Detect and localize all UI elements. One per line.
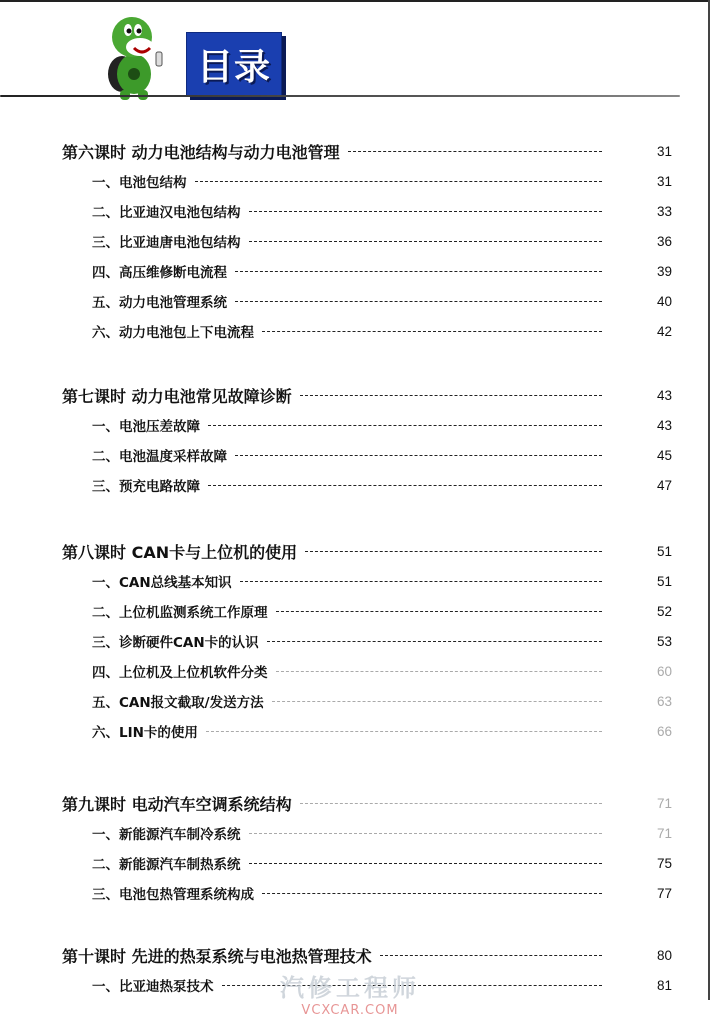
page-number: 53 [656,633,672,649]
page-number: 81 [656,977,672,993]
entry-title: 二、上位机监测系统工作原理 [92,605,268,621]
page-number: 66 [656,723,672,739]
toc-item-entry[interactable] [62,848,672,878]
toc-item-entry[interactable] [62,686,672,716]
page-number: 60 [656,663,672,679]
toc-chapter-entry[interactable] [62,136,672,166]
dot-leader [240,581,602,582]
entry-title: 三、诊断硬件CAN卡的认识 [92,635,259,651]
toc-item-entry[interactable] [62,196,672,226]
toc-item-entry[interactable] [62,226,672,256]
entry-title: 四、高压维修断电流程 [92,265,227,281]
entry-title: 二、新能源汽车制热系统 [92,857,241,873]
page-number: 51 [656,543,672,559]
entry-title: 四、上位机及上位机软件分类 [92,665,268,681]
dot-leader [206,731,602,732]
toc-item-entry[interactable] [62,470,672,500]
page-number: 36 [656,233,672,249]
page-number: 31 [656,143,672,159]
toc-item-entry[interactable] [62,626,672,656]
toc-item-entry[interactable] [62,316,672,346]
page-number: 42 [656,323,672,339]
dot-leader [262,893,602,894]
entry-title: 三、电池包热管理系统构成 [92,887,254,903]
entry-title: 一、CAN总线基本知识 [92,575,232,591]
page-number: 80 [656,947,672,963]
watermark-url: VCXCAR.COM [301,1003,399,1018]
dot-leader [276,611,603,612]
page-number: 75 [656,855,672,871]
turtle-mascot-icon [92,12,177,102]
toc-item-entry[interactable] [62,166,672,196]
toc-chapter-entry[interactable] [62,380,672,410]
entry-title: 三、比亚迪唐电池包结构 [92,235,241,251]
entry-title: 一、比亚迪热泵技术 [92,979,214,995]
page-number: 51 [656,573,672,589]
dot-leader [208,425,602,426]
dot-leader [235,271,602,272]
page-number: 77 [656,885,672,901]
toc-item-entry[interactable] [62,256,672,286]
entry-title: 一、电池包结构 [92,175,187,191]
watermark-name: 汽修工程师 [280,974,420,1002]
watermark [280,968,420,1018]
entry-title: 二、电池温度采样故障 [92,449,227,465]
entry-title: 一、电池压差故障 [92,419,200,435]
dot-leader [305,551,602,552]
toc-item-entry[interactable] [62,878,672,908]
toc-item-entry[interactable] [62,818,672,848]
entry-title: 第八课时 CAN卡与上位机的使用 [62,542,298,562]
dot-leader [380,955,602,956]
toc-item-entry[interactable] [62,410,672,440]
page-number: 33 [656,203,672,219]
entry-title: 六、动力电池包上下电流程 [92,325,254,341]
top-border [0,0,710,2]
toc-chapter-entry[interactable] [62,536,672,566]
page-number: 45 [656,447,672,463]
toc-chapter-section [62,536,672,746]
toc-chapter-section [62,380,672,500]
page-number: 43 [656,387,672,403]
toc-chapter-section [62,136,672,346]
toc-item-entry[interactable] [62,566,672,596]
toc-item-entry[interactable] [62,596,672,626]
entry-title: 三、预充电路故障 [92,479,200,495]
entry-title: 六、LIN卡的使用 [92,725,198,741]
page-number: 47 [656,477,672,493]
dot-leader [235,301,602,302]
toc-chapter-entry[interactable] [62,940,672,970]
page-number: 40 [656,293,672,309]
dot-leader [262,331,602,332]
toc-item-entry[interactable] [62,440,672,470]
dot-leader [208,485,602,486]
dot-leader [249,833,603,834]
entry-title: 五、CAN报文截取/发送方法 [92,695,264,711]
toc-item-entry[interactable] [62,716,672,746]
page-number: 43 [656,417,672,433]
page-number: 63 [656,693,672,709]
dot-leader [195,181,603,182]
dot-leader [235,455,602,456]
page-number: 39 [656,263,672,279]
entry-title: 一、新能源汽车制冷系统 [92,827,241,843]
dot-leader [249,241,603,242]
entry-title: 第十课时 先进的热泵系统与电池热管理技术 [62,946,372,966]
dot-leader [276,671,603,672]
dot-leader [249,211,603,212]
dot-leader [249,863,603,864]
page-number: 71 [656,825,672,841]
header-rule [0,95,680,97]
toc-item-entry[interactable] [62,286,672,316]
dot-leader [272,701,602,702]
dot-leader [267,641,602,642]
dot-leader [348,151,602,152]
page-number: 71 [656,795,672,811]
page-number: 52 [656,603,672,619]
dot-leader [300,803,602,804]
entry-title: 第九课时 电动汽车空调系统结构 [62,794,292,814]
entry-title: 第七课时 动力电池常见故障诊断 [62,386,292,406]
page-title: 目录 [196,46,271,88]
dot-leader [300,395,602,396]
entry-title: 五、动力电池管理系统 [92,295,227,311]
entry-title: 第六课时 动力电池结构与动力电池管理 [62,142,340,162]
page-number: 31 [656,173,672,189]
toc-chapter-entry[interactable] [62,788,672,818]
toc-chapter-section [62,788,672,908]
toc-item-entry[interactable] [62,656,672,686]
entry-title: 二、比亚迪汉电池包结构 [92,205,241,221]
toc-title-box [186,32,282,96]
